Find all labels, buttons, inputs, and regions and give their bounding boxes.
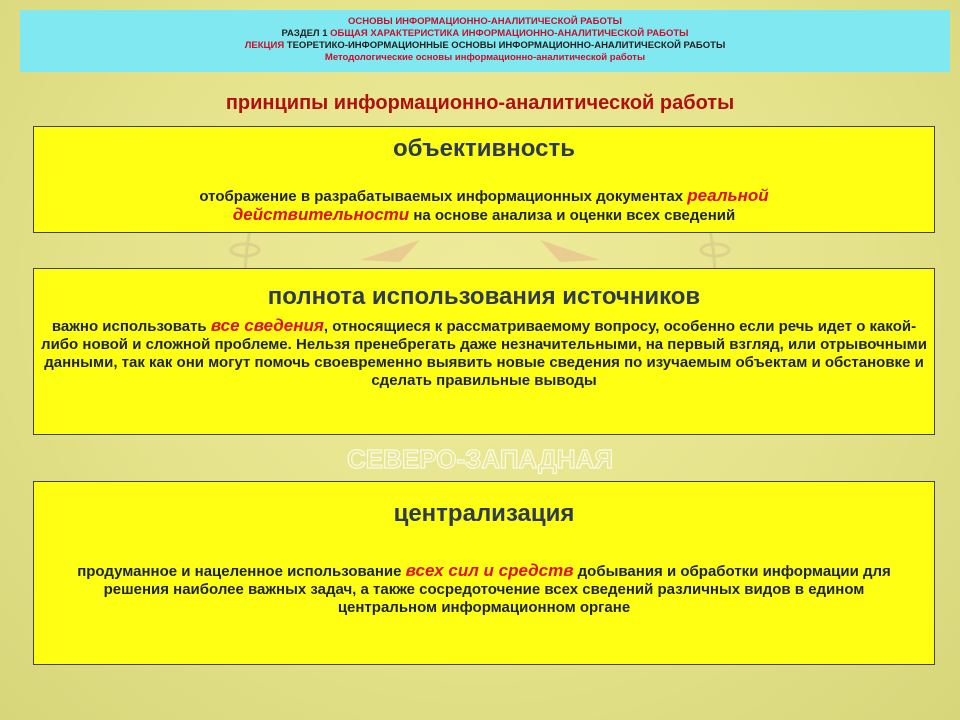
principle-title: централизация: [393, 500, 575, 527]
description-text: отображение в разрабатываемых информационных документах: [199, 188, 688, 205]
watermark-text: СЕВЕРО-ЗАПАДНАЯ: [346, 444, 614, 474]
description-text: важно использовать: [51, 318, 211, 335]
description-highlight: все сведения: [210, 316, 324, 335]
lecture-prefix: ЛЕКЦИЯ: [244, 40, 287, 51]
page-title: принципы информационно-аналитической работы: [225, 92, 735, 114]
principle-description: [34, 317, 934, 390]
topic-title: Методологические основы информационно-аналитической работы: [324, 52, 646, 63]
description-text: добывания и обработки информации для решения наиболее важных задач, а также сосредоточение всех сведений различных видов в едином центральном информационном органе: [103, 563, 891, 616]
principle-title: объективность: [393, 135, 575, 162]
course-title: ОСНОВЫ ИНФОРМАЦИОННО-АНАЛИТИЧЕСКОЙ РАБОТЫ: [348, 16, 622, 27]
lecture-title: ТЕОРЕТИКО-ИНФОРМАЦИОННЫЕ ОСНОВЫ ИНФОРМАЦИОННО-АНАЛИТИЧЕСКОЙ РАБОТЫ: [286, 40, 726, 51]
description-highlight: всех сил и средств: [405, 561, 574, 580]
description-text: , относящиеся к рассматриваемому вопросу, особенно если речь идет о какой-либо новой и сложной проблеме. Нельзя пренебрегать даже незначительными, на первый взгляд, или отрывочными данными, так как они могут помочь своевременно выявить новые сведения по изучаемым объектам и обстановке и сделать правильные выводы: [41, 318, 927, 389]
section-prefix: РАЗДЕЛ 1: [281, 28, 331, 39]
section-line: [20, 28, 950, 40]
course-header: [20, 10, 950, 72]
principle-description: [34, 562, 934, 617]
lecture-line: [20, 40, 950, 52]
description-highlight: реальной действительности: [232, 186, 769, 224]
description-text: продуманное и нацеленное использование: [77, 563, 406, 580]
principle-card-completeness: [33, 268, 935, 435]
principle-card-centralization: [33, 481, 935, 665]
principle-card-objectivity: [33, 126, 935, 233]
description-text: на основе анализа и оценки всех сведений: [409, 207, 736, 224]
principle-title: полнота использования источников: [267, 283, 701, 310]
section-title: ОБЩАЯ ХАРАКТЕРИСТИКА ИНФОРМАЦИОННО-АНАЛИТИЧЕСКОЙ РАБОТЫ: [330, 28, 689, 39]
principle-description: [34, 187, 934, 225]
